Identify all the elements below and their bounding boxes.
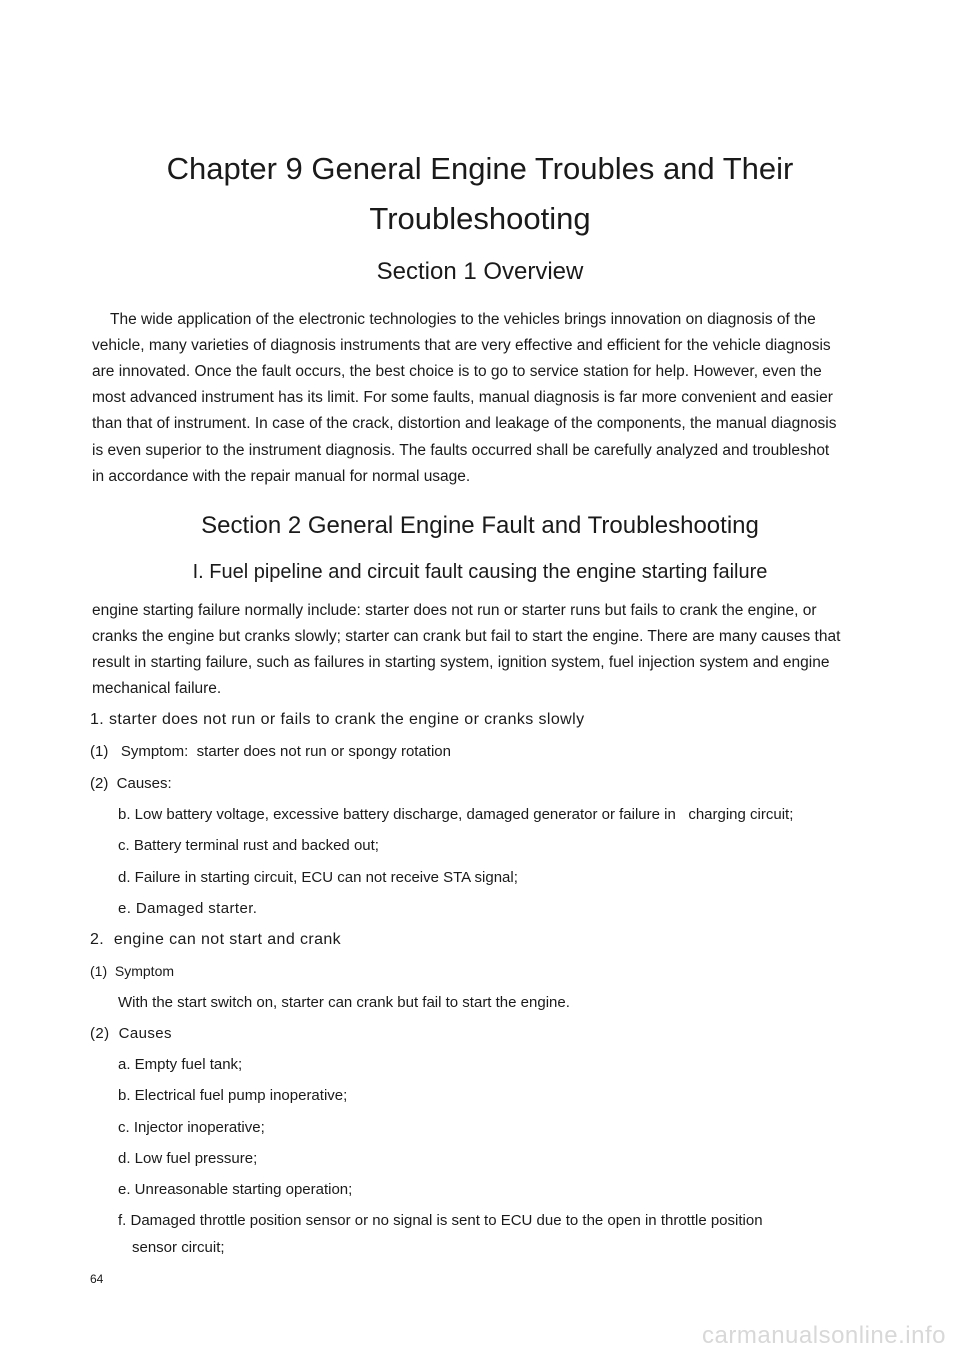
chapter-title-line-2: Troubleshooting (369, 201, 591, 236)
item-1-causes-label: (2) Causes: (90, 775, 172, 792)
item-1-cause: c. Battery terminal rust and backed out; (118, 837, 379, 854)
intro-line: cranks the engine but cranks slowly; starter can crank but fail to start the engine. There are many causes that (92, 628, 841, 645)
section-1-title: Section 1 Overview (376, 258, 584, 285)
intro-line: result in starting failure, such as failures in starting system, ignition system, fuel injection system and engine (92, 654, 830, 671)
item-2-cause: f. Damaged throttle position sensor or no signal is sent to ECU due to the open in throttle position (118, 1212, 763, 1229)
paragraph-line: in accordance with the repair manual for normal usage. (92, 468, 471, 485)
item-1-heading: 1. starter does not run or fails to crank the engine or cranks slowly (90, 711, 585, 728)
paragraph-line: The wide application of the electronic technologies to the vehicles brings innovation on diagnosis of the (110, 311, 816, 328)
item-1-cause: b. Low battery voltage, excessive battery discharge, damaged generator or failure in charging circuit; (118, 806, 794, 823)
section-2-subtitle: I. Fuel pipeline and circuit fault causing the engine starting failure (192, 561, 768, 583)
chapter-title-line-1: Chapter 9 General Engine Troubles and Their (166, 151, 794, 186)
item-2-heading: 2. engine can not start and crank (90, 931, 342, 948)
item-2-cause: e. Unreasonable starting operation; (118, 1181, 353, 1198)
paragraph-line: vehicle, many varieties of diagnosis instruments that are very effective and efficient for the vehicle diagnosis (92, 337, 831, 354)
item-1-symptom: (1) Symptom: starter does not run or spongy rotation (90, 743, 451, 760)
paragraph-line: than that of instrument. In case of the crack, distortion and leakage of the components, the manual diagnosis (92, 415, 837, 432)
item-2-cause: b. Electrical fuel pump inoperative; (118, 1087, 348, 1104)
paragraph-line: are innovated. Once the fault occurs, the best choice is to go to service station for help. However, even the (92, 363, 822, 380)
paragraph-line: is even superior to the instrument diagnosis. The faults occurred shall be carefully analyzed and troubleshot (92, 442, 830, 459)
item-2-cause: c. Injector inoperative; (118, 1119, 265, 1136)
page-number: 64 (90, 1272, 104, 1286)
item-2-symptom-label: (1) Symptom (90, 963, 175, 979)
item-2-causes-label: (2) Causes (90, 1025, 172, 1042)
watermark: carmanualsonline.info (702, 1322, 946, 1349)
item-2-symptom-text: With the start switch on, starter can crank but fail to start the engine. (118, 994, 570, 1011)
item-2-cause: a. Empty fuel tank; (118, 1056, 243, 1073)
section-2-title: Section 2 General Engine Fault and Troubleshooting (201, 512, 759, 539)
item-1-cause: e. Damaged starter. (118, 900, 258, 917)
intro-line: engine starting failure normally include: starter does not run or starter runs but fails to crank the engine, or (92, 602, 817, 619)
item-2-cause: d. Low fuel pressure; (118, 1150, 258, 1167)
item-2-cause-continued: sensor circuit; (132, 1239, 225, 1256)
intro-line: mechanical failure. (92, 680, 222, 697)
item-1-cause: d. Failure in starting circuit, ECU can not receive STA signal; (118, 869, 518, 886)
paragraph-line: most advanced instrument has its limit. For some faults, manual diagnosis is far more convenient and easier (92, 389, 833, 406)
